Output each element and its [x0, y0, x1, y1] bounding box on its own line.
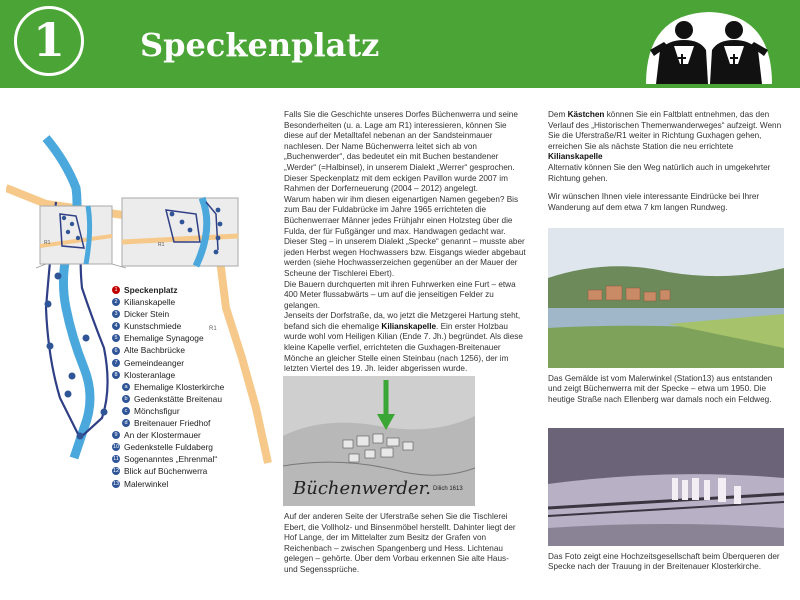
legend-number-badge: d [122, 419, 130, 427]
road-label: R1 [209, 326, 217, 332]
right-text-column [548, 110, 784, 221]
legend-number-badge: 11 [113, 456, 119, 463]
inset-map-monastery [122, 198, 238, 266]
legend-number-badge: 5 [112, 334, 120, 342]
text-wishes: Wir wünschen Ihnen viele interessante Eindrücke bei Ihrer Wanderung auf dem etwa 7 km langen Rundweg. [548, 192, 760, 212]
legend-item [112, 453, 224, 465]
text-furt: Die Bauern durchquerten mit ihren Fuhrwerken eine Furt – etwa 400 Meter flussabwärts – um auf die jenseitigen Felder zu gelangen. [284, 279, 516, 310]
legend-number-badge: 1 [112, 286, 120, 294]
legend-number-badge: a [122, 383, 130, 391]
legend-number-badge: 3 [112, 310, 120, 318]
painting-image [548, 228, 784, 368]
legend-number-badge: 13 [112, 480, 120, 487]
text-specke: Warum haben wir ihm diesen eigenartigen Namen gegeben? Bis zum Bau der Fuldabrücke im Jahre 1965 errichteten die Büchenwerraer Männer jedes Frühjahr einen Holzsteg über die Fulda, der für Fußgänger und max. Handwagen gedacht war. Dieser Steg – in unserem Dialekt „Specke“ genannt – musste aber jeden Herbst wegen Hochwassers bzw. Eisgangs wieder abgebaut werden (siehe Hochwasserzeichen gegenüber an der Mauer der Scheune der Tischlerei Ebert). [284, 194, 526, 278]
legend-item [112, 441, 224, 453]
legend-label: Gedenkstelle Fuldaberg [124, 442, 213, 453]
engraving-credit: Dilich 1613 [433, 486, 463, 492]
engraving-title: Büchenwerder. [293, 478, 431, 499]
legend-number-badge: 6 [112, 347, 120, 355]
legend-label: Ehemalige Klosterkirche [134, 381, 225, 392]
station-number-badge: 1 [14, 6, 84, 76]
legend-item [112, 344, 224, 356]
legend-label: Speckenplatz [124, 285, 178, 295]
text-kilianskapelle: Jenseits der Dorfstraße, da, wo jetzt die Metzgerei Hartung steht, befand sich die ehemalige Kilianskapelle. Ein erster Holzbau wurde wohl vom Heiligen Kilian (Ende 7. Jh.) begründet. Als diese kleine Kapelle verfiel, errichteten die Guxhagen-Breitenauer Mönche an gleicher Stelle einen Steinbau (nach 1256), der im letzten Viertel des 19. Jh. leider abgerissen wurde. [284, 311, 523, 374]
legend-item [112, 478, 224, 490]
engraving-image [283, 376, 475, 506]
legend-label: Mönchsfigur [134, 405, 180, 416]
legend-label: Alte Bachbrücke [124, 345, 185, 356]
legend-label: Gemeindeanger [124, 357, 185, 368]
river-fulda [46, 138, 90, 458]
legend-label: Blick auf Büchenwerra [124, 466, 208, 477]
middle-text-column [284, 110, 528, 383]
legend-label: Malerwinkel [124, 478, 169, 489]
text-kaestchen: Dem Kästchen können Sie ein Faltblatt entnehmen, das den Verlauf des „Historischen Themenwanderweges“ aufzeigt. Wenn Sie die Uferstraße/R1 weiter in Richtung Guxhagen gehen, erreichen Sie als nächste Station die neu errichtete Kilianskapelle Alternativ können Sie den Weg natürlich auch in umgekehrter Richtung gehen. [548, 110, 782, 183]
legend-item [112, 296, 224, 308]
legend-item [112, 332, 224, 344]
legend-label: Klosteranlage [124, 369, 176, 380]
legend-label: Ehemalige Synagoge [124, 333, 204, 344]
legend-number-badge: 2 [112, 298, 120, 306]
svg-text:R1: R1 [44, 240, 51, 246]
map-legend [112, 284, 224, 490]
legend-label: An der Klostermauer [124, 430, 201, 441]
legend-number-badge: 7 [112, 359, 120, 367]
legend-label: Sogenanntes „Ehrenmal“ [124, 454, 218, 465]
legend-label: Breitenauer Friedhof [134, 418, 211, 429]
legend-item [112, 465, 224, 477]
legend-number-badge: c [122, 407, 130, 415]
legend-label: Kunstschmiede [124, 321, 182, 332]
text-intro: Falls Sie die Geschichte unseres Dorfes Büchenwerra und seine Besonderheiten (u. a. Lage am R1) interessieren, können Sie diese auf der Metalltafel nebenan an der Sandsteinmauer nachlesen. Der Name Büchenwerra leitet sich ab von „Buchenwerder“, das bedeutet ein mit Buchen bestandener „Werder“ (=Halbinsel), in unserem Dialekt „Werrer“ gesprochen. Dieser Speckenplatz mit dem eckigen Pavillon wurde 2007 im Rahmen der Dorferneuerung (2004 – 2012) angelegt. [284, 110, 518, 194]
legend-number-badge: b [122, 395, 130, 403]
monks-logo-icon [644, 6, 774, 84]
legend-item [112, 393, 224, 405]
legend-label: Gedenkstätte Breitenau [134, 393, 222, 404]
legend-number-badge: 12 [112, 468, 120, 475]
svg-text:R1: R1 [158, 242, 165, 248]
legend-label: Dicker Stein [124, 309, 170, 320]
legend-number-badge: 8 [112, 371, 120, 379]
inset-map-village [40, 206, 112, 264]
legend-number-badge: 9 [112, 431, 120, 439]
text-tischlerei-column [284, 512, 524, 584]
wedding-photo [548, 428, 784, 546]
legend-item [112, 320, 224, 332]
legend-item [112, 308, 224, 320]
photo-caption: Das Foto zeigt eine Hochzeitsgesellschaft beim Überqueren der Specke nach der Trauung in der Breitenauer Klosterkirche. [548, 552, 780, 572]
painting-caption: Das Gemälde ist vom Malerwinkel (Station13) aus entstanden und zeigt Büchenwerra mit der Specke – etwa um 1950. Die heutige Straße nach Ellenberg war damals noch ein Feldweg. [548, 374, 773, 404]
legend-item [112, 284, 224, 296]
legend-item [112, 369, 224, 381]
header-bar [0, 0, 800, 88]
text-tischlerei: Auf der anderen Seite der Uferstraße sehen Sie die Tischlerei Ebert, die Vollholz- und Binsenmöbel herstellt. Dahinter liegt der Hof Lange, der im Mittelalter zum Besitz der Grafen von Reichenbach – zwischen Spangenberg und Hess. Lichtenau gelegen – gehörte. Über dem Vorbau erkennen Sie alte Haus- und Segenssprüche. [284, 512, 516, 574]
legend-item [112, 417, 224, 429]
legend-item [112, 357, 224, 369]
legend-item [112, 405, 224, 417]
legend-item [112, 381, 224, 393]
legend-number-badge: 4 [112, 322, 120, 330]
page-title: Speckenplatz [140, 26, 380, 64]
legend-item [112, 429, 224, 441]
legend-label: Kilianskapelle [124, 297, 176, 308]
legend-number-badge: 10 [112, 444, 120, 451]
